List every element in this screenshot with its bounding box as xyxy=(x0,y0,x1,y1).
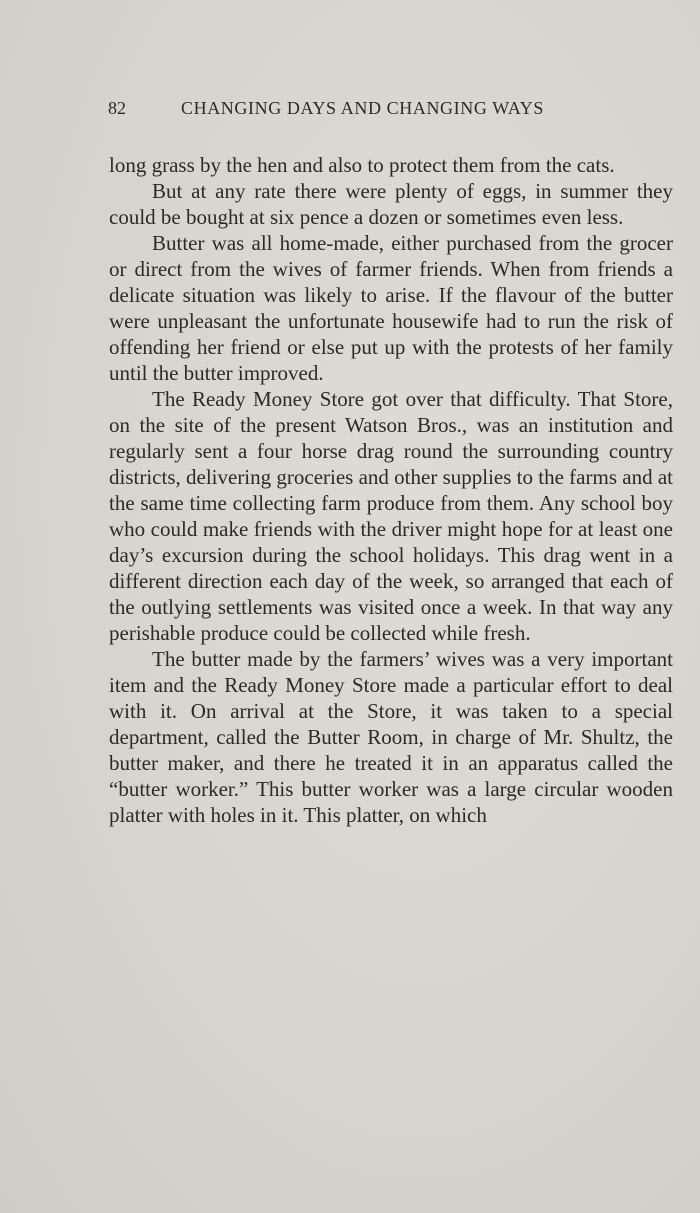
paragraph-butter-worker: The butter made by the farmers’ wives was a very important item and the Ready Money Store made a particular effort to deal with it. On arrival at the Store, it was taken to a special department, called the Butter Room, in charge of Mr. Shultz, the butter maker, and there he treated it in an apparatus called the “butter worker.” This butter worker was a large circular wooden platter with holes in it. This platter, on which xyxy=(109,647,673,827)
paragraph-eggs: But at any rate there were plenty of eggs, in summer they could be bought at six pence a dozen or sometimes even less. xyxy=(109,179,673,229)
running-head xyxy=(108,98,600,124)
page-number: 82 xyxy=(108,98,126,118)
paragraph-continued: long grass by the hen and also to protect them from the cats. xyxy=(109,153,615,177)
paragraph-butter-homemade: Butter was all home-made, either purchased from the grocer or direct from the wives of farmer friends. When from friends a delicate situation was likely to arise. If the flavour of the butter were unpleasant the unfortunate housewife had to run the risk of offending her friend or else put up with the protests of her family until the butter improved. xyxy=(109,231,673,385)
body-text xyxy=(109,152,673,828)
paragraph-ready-money-store: The Ready Money Store got over that difficulty. That Store, on the site of the present Watson Bros., was an institution and regularly sent a four horse drag round the surrounding country districts, delivering groceries and other supplies to the farms and at the same time collecting farm produce from them. Any school boy who could make friends with the driver might hope for at least one day’s excursion during the school holidays. This drag went in a different direction each day of the week, so arranged that each of the outlying settlements was visited once a week. In that way any perishable produce could be collected while fresh. xyxy=(109,387,673,645)
running-title: CHANGING DAYS AND CHANGING WAYS xyxy=(181,98,544,118)
